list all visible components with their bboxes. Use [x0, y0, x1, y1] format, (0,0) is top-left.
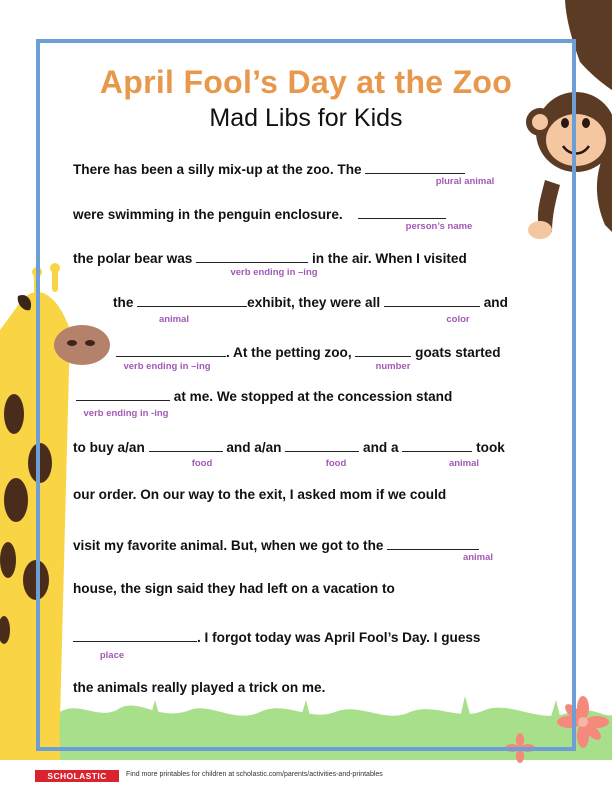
- blank-color[interactable]: [384, 294, 480, 307]
- page-subtitle: Mad Libs for Kids: [209, 104, 403, 132]
- blank-label: verb ending in –ing: [123, 361, 211, 372]
- blank-label: animal: [462, 552, 494, 563]
- story-text: the: [113, 295, 134, 310]
- blank-label: animal: [448, 458, 480, 469]
- story-line: the animals really played a trick on me.: [73, 680, 326, 695]
- blank-food[interactable]: [149, 439, 223, 452]
- story-text: . At the petting zoo,: [226, 345, 352, 360]
- story-line: [73, 250, 467, 266]
- blank-label: verb ending in –ing: [230, 267, 318, 278]
- story-line: [73, 439, 505, 455]
- blank-label: color: [446, 314, 470, 325]
- blank-food[interactable]: [285, 439, 359, 452]
- story-line: [73, 161, 465, 177]
- story-line: house, the sign said they had left on a vacation to: [73, 581, 395, 596]
- story-text: There has been a silly mix-up at the zoo. The: [73, 162, 362, 177]
- story-text: to buy a/an: [73, 440, 145, 455]
- story-text: took: [476, 440, 505, 455]
- story-line: [116, 344, 501, 360]
- page-title: April Fool’s Day at the Zoo: [99, 64, 513, 100]
- blank-animal[interactable]: [137, 294, 247, 307]
- blank-label: food: [191, 458, 213, 469]
- story-line: [73, 206, 446, 222]
- blank-plural-animal[interactable]: [365, 161, 465, 174]
- blank-label: place: [99, 650, 125, 661]
- blank-verb-ing[interactable]: [196, 250, 308, 263]
- story-text: and a: [363, 440, 399, 455]
- story-text: in the air. When I visited: [311, 251, 467, 266]
- story-text: the polar bear was: [73, 251, 193, 266]
- story-line: [73, 629, 481, 645]
- footer-text: Find more printables for children at scholastic.com/parents/activities-and-printables: [126, 771, 383, 778]
- story-line: [73, 537, 479, 553]
- story-text: and a/an: [226, 440, 282, 455]
- blank-person-name[interactable]: [358, 206, 446, 219]
- story-text: visit my favorite animal. But, when we got to the: [73, 538, 384, 553]
- story-text: exhibit, they were all: [247, 295, 381, 310]
- scholastic-logo[interactable]: SCHOLASTIC: [35, 770, 119, 782]
- blank-number[interactable]: [355, 344, 411, 357]
- story-line: [113, 294, 508, 310]
- blank-label: verb ending in -ing: [83, 408, 169, 419]
- story-line: our order. On our way to the exit, I asked mom if we could: [73, 487, 447, 502]
- story-text: and: [483, 295, 508, 310]
- story-text: goats started: [415, 345, 501, 360]
- story-text: at me. We stopped at the concession stand: [173, 389, 453, 404]
- blank-label: person’s name: [405, 221, 473, 232]
- story-text: were swimming in the penguin enclosure.: [73, 207, 343, 222]
- story-line: [76, 388, 452, 404]
- story-text: . I forgot today was April Fool’s Day. I guess: [197, 630, 481, 645]
- blank-verb-ing[interactable]: [76, 388, 170, 401]
- blank-verb-ing[interactable]: [116, 344, 226, 357]
- blank-label: animal: [158, 314, 190, 325]
- blank-animal[interactable]: [402, 439, 472, 452]
- blank-label: food: [325, 458, 347, 469]
- blank-label: plural animal: [435, 176, 495, 187]
- blank-place[interactable]: [73, 629, 197, 642]
- blank-animal[interactable]: [387, 537, 479, 550]
- blank-label: number: [375, 361, 411, 372]
